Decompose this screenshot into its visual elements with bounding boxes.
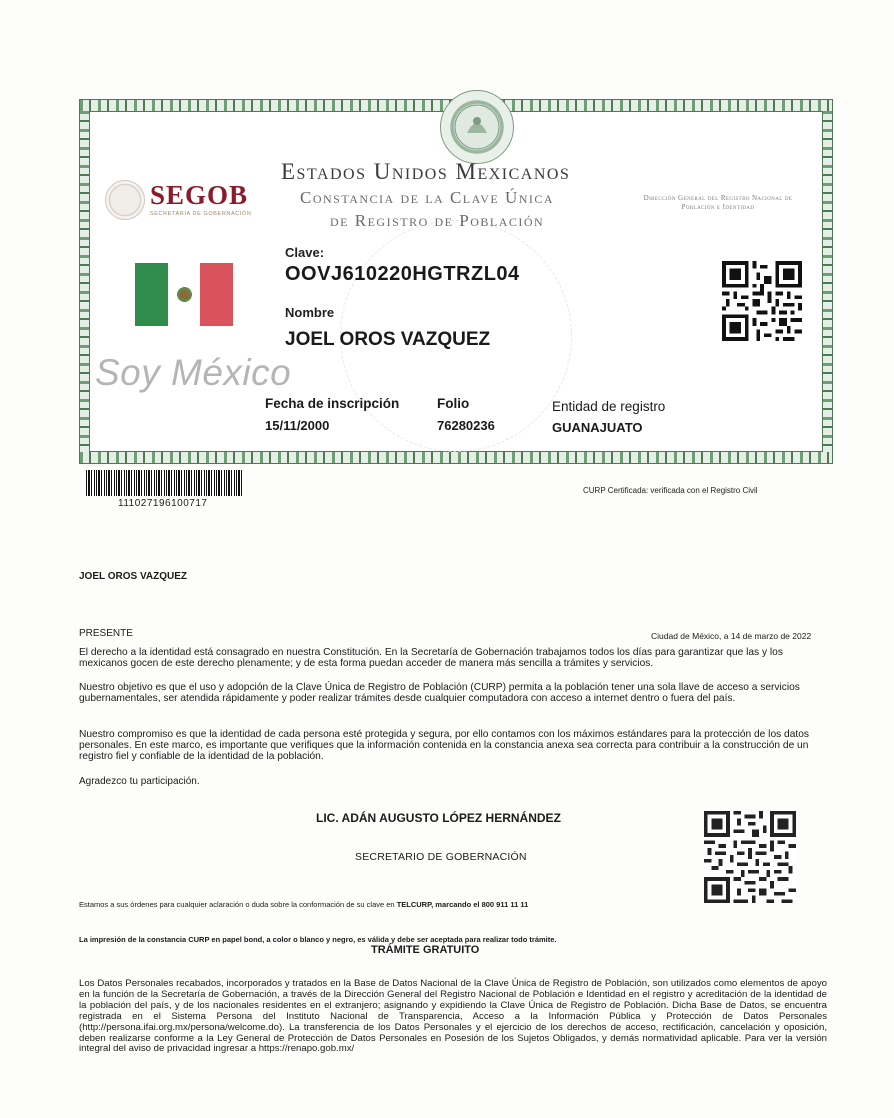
- paragraph-2: Nuestro objetivo es que el uso y adopción de la Clave Única de Registro de Población (CURP) permita a la población tener una sola llave de acceso a servicios gubernamentales, ser atendida rápidamente y poder realizar trámites desde cualquier computadora con acceso a internet dentro o fuera del país.: [79, 682, 800, 704]
- segob-subtitle: SECRETARÍA DE GOBERNACIÓN: [150, 211, 252, 217]
- certificate-border-right: [823, 111, 832, 452]
- greeting: PRESENTE: [79, 628, 133, 639]
- paragraph-1: El derecho a la identidad está consagrado en nuestra Constitución. En la Secretaría de Gobernación trabajamos todos los días para garantizar que las y los mexicanos gocen de este derecho plenamente; y de esta forma puedan acceder de manera más sencilla a trámites y servicios.: [79, 647, 783, 669]
- clave-label: Clave:: [285, 245, 325, 260]
- nombre-value: JOEL OROS VAZQUEZ: [285, 329, 491, 350]
- telcurp-phone: TELCURP, marcando el 800 911 11 11: [396, 900, 529, 909]
- letter-qr-code: [704, 811, 796, 903]
- segob-logo-text: SEGOB: [150, 180, 249, 210]
- fecha-inscripcion-label: Fecha de inscripción: [265, 396, 400, 411]
- privacy-notice: Los Datos Personales recabados, incorporados y tratados en la Base de Datos Nacional de la Clave Única de Registro de Población, son utilizados como elementos de apoyo en la función de la Secretaría de Gobernación, a través de la Dirección General del Registro Nacional de Población e Identidad en el registro y acreditación de la identidad de la población del país, y de los nacionales residentes en el extranjero; asignando y expidiendo la Clave Única de Registro de Población. Dicha Base de Datos, se encuentra registrada en el Sistema Persona del Instituto Nacional de Transparencia, Acceso a la Información Pública y Protección de Datos Personales (http://persona.ifai.org.mx/persona/welcome.do). La transferencia de los Datos Personales y el ejercicio de los derechos de acceso, rectificación, cancelación y oposición, deben realizarse conforme a la Ley General de Protección de Datos Personales en Posesión de los Sujetos Obligados, y demás normatividad aplicable. Para ver la versión integral del aviso de privacidad ingresar a https://renapo.gob.mx/: [79, 978, 827, 1055]
- curp-certified-note: CURP Certificada: verificada con el Registro Civil: [583, 486, 758, 495]
- nombre-label: Nombre: [285, 305, 335, 320]
- recipient-name: JOEL OROS VAZQUEZ: [79, 571, 187, 582]
- entidad-registro-value: GUANAJUATO: [552, 420, 643, 435]
- direction-name: Dirección General del Registro Nacional de Población e Identidad: [643, 194, 793, 211]
- barcode-number: 111027196100717: [118, 498, 208, 509]
- signer-name: LIC. ADÁN AUGUSTO LÓPEZ HERNÁNDEZ: [316, 811, 561, 825]
- folio-value: 76280236: [437, 418, 495, 433]
- mexico-flag-icon: [135, 263, 233, 326]
- segob-emblem-icon: [105, 180, 145, 220]
- signer-title: SECRETARIO DE GOBERNACIÓN: [355, 851, 527, 863]
- certificate-title-line1: Constancia de la Clave Única: [300, 188, 555, 207]
- certificate-qr-code: [722, 261, 802, 341]
- entidad-registro-label: Entidad de registro: [552, 399, 666, 414]
- clave-value: OOVJ610220HGTRZL04: [285, 263, 520, 285]
- contact-notice: [79, 899, 528, 910]
- certificate-border-left: [80, 111, 89, 452]
- paragraph-3: Nuestro compromiso es que la identidad de cada persona esté protegida y segura, por ello contamos con los máximos estándares para la protección de los datos personales. En este marco, es importante que verifiques que la información contenida en la constancia anexa sea correcta para contribuir a la construcción de un registro fiel y confiable de la identidad de la población.: [79, 729, 809, 762]
- letter-date: Ciudad de México, a 14 de marzo de 2022: [651, 631, 812, 641]
- barcode: [86, 470, 242, 496]
- certificate-border-bottom: [80, 452, 832, 463]
- print-notice: La impresión de la constancia CURP en papel bond, a color o blanco y negro, es válida y debe ser aceptada para realizar todo trámite.: [79, 935, 557, 944]
- soy-mexico-slogan: Soy México: [95, 352, 292, 393]
- certificate-title-line2: de Registro de Población: [330, 211, 545, 230]
- curp-certificate: [79, 99, 833, 464]
- free-procedure-notice: TRÁMITE GRATUITO: [371, 944, 480, 956]
- national-seal-icon: [440, 90, 514, 164]
- country-title: Estados Unidos Mexicanos: [281, 159, 571, 184]
- folio-label: Folio: [437, 396, 470, 411]
- fecha-inscripcion-value: 15/11/2000: [265, 418, 330, 433]
- contact-text: Estamos a sus órdenes para cualquier aclaración o duda sobre la conformación de su clave en: [79, 900, 397, 909]
- closing: Agradezco tu participación.: [79, 776, 200, 787]
